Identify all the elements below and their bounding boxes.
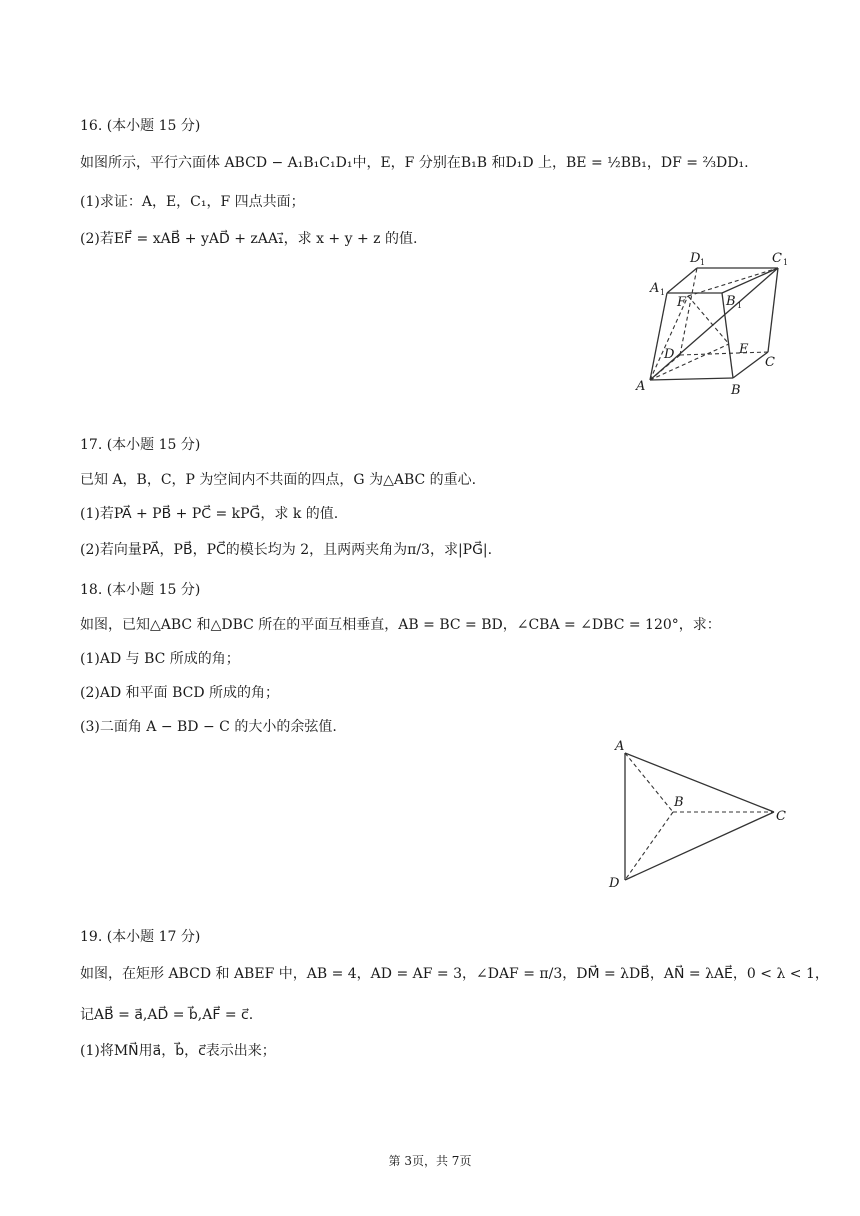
problem-17-part-1: (1)若PA⃗ + PB⃗ + PC⃗ = kPG⃗，求 k 的值. bbox=[80, 506, 339, 522]
vertex-label-a: A bbox=[636, 379, 646, 394]
problem-19-statement: 如图，在矩形 ABCD 和 ABEF 中，AB = 4，AD = AF = 3，∠DAF = π/3，DM⃗ = λDB⃗，AN⃗ = λAE⃗，0 < λ < 1， bbox=[80, 966, 829, 982]
vertex-label-a: A bbox=[615, 739, 625, 754]
vertex-label-f: F bbox=[677, 295, 687, 310]
vertex-label-d1: D bbox=[690, 251, 701, 266]
problem-18-part-1: (1)AD 与 BC 所成的角； bbox=[80, 651, 240, 667]
problem-19-part-1: (1)将MN⃗用a⃗，b⃗，c⃗表示出来； bbox=[80, 1043, 276, 1059]
svg-text:1: 1 bbox=[737, 301, 743, 310]
vertex-label-a1: A bbox=[650, 281, 660, 296]
problem-17-part-2: (2)若向量PA⃗，PB⃗，PC⃗的模长均为 2，且两两夹角为π/3，求|PG⃗|. bbox=[80, 542, 493, 558]
svg-text:1: 1 bbox=[660, 288, 666, 297]
problem-16-statement: 如图所示，平行六面体 ABCD − A₁B₁C₁D₁中，E，F 分别在B₁B 和D₁D 上，BE = ½BB₁，DF = ⅔DD₁. bbox=[80, 155, 749, 171]
problem-17-header: 17. (本小题 15 分) bbox=[80, 437, 201, 453]
problem-18-header: 18. (本小题 15 分) bbox=[80, 582, 201, 598]
vertex-label-d: D bbox=[609, 876, 620, 891]
problem-16-header: 16. (本小题 15 分) bbox=[80, 118, 201, 134]
vertex-label-c: C bbox=[776, 809, 786, 824]
problem-16-part-1: (1)求证：A，E，C₁，F 四点共面； bbox=[80, 194, 305, 210]
problem-19-header: 19. (本小题 17 分) bbox=[80, 929, 201, 945]
svg-text:1: 1 bbox=[783, 258, 789, 267]
tetrahedron-figure bbox=[604, 730, 800, 896]
vertex-label-b: B bbox=[731, 383, 741, 398]
parallelepiped-figure bbox=[632, 242, 802, 402]
problem-16-part-2: (2)若EF⃗ = xAB⃗ + yAD⃗ + zAA₁⃗，求 x + y + z 的值. bbox=[80, 231, 418, 247]
vertex-label-c: C bbox=[765, 355, 775, 370]
problem-17-statement: 已知 A，B，C，P 为空间内不共面的四点，G 为△ABC 的重心. bbox=[80, 472, 477, 488]
problem-18-part-2: (2)AD 和平面 BCD 所成的角； bbox=[80, 685, 280, 701]
vertex-label-d: D bbox=[664, 347, 675, 362]
problem-18-statement: 如图，已知△ABC 和△DBC 所在的平面互相垂直，AB = BC = BD，∠CBA = ∠DBC = 120°，求： bbox=[80, 617, 721, 633]
problem-18-part-3: (3)二面角 A − BD − C 的大小的余弦值. bbox=[80, 719, 337, 735]
vertex-label-b1: B bbox=[726, 294, 736, 309]
svg-text:1: 1 bbox=[700, 258, 706, 267]
page-footer: 第 3页，共 7页 bbox=[388, 1154, 472, 1168]
vertex-label-c1: C bbox=[772, 251, 782, 266]
vertex-label-b: B bbox=[674, 795, 684, 810]
vertex-label-e: E bbox=[739, 342, 749, 357]
problem-19-notation: 记AB⃗ = a⃗,AD⃗ = b⃗,AF⃗ = c⃗. bbox=[80, 1007, 254, 1023]
